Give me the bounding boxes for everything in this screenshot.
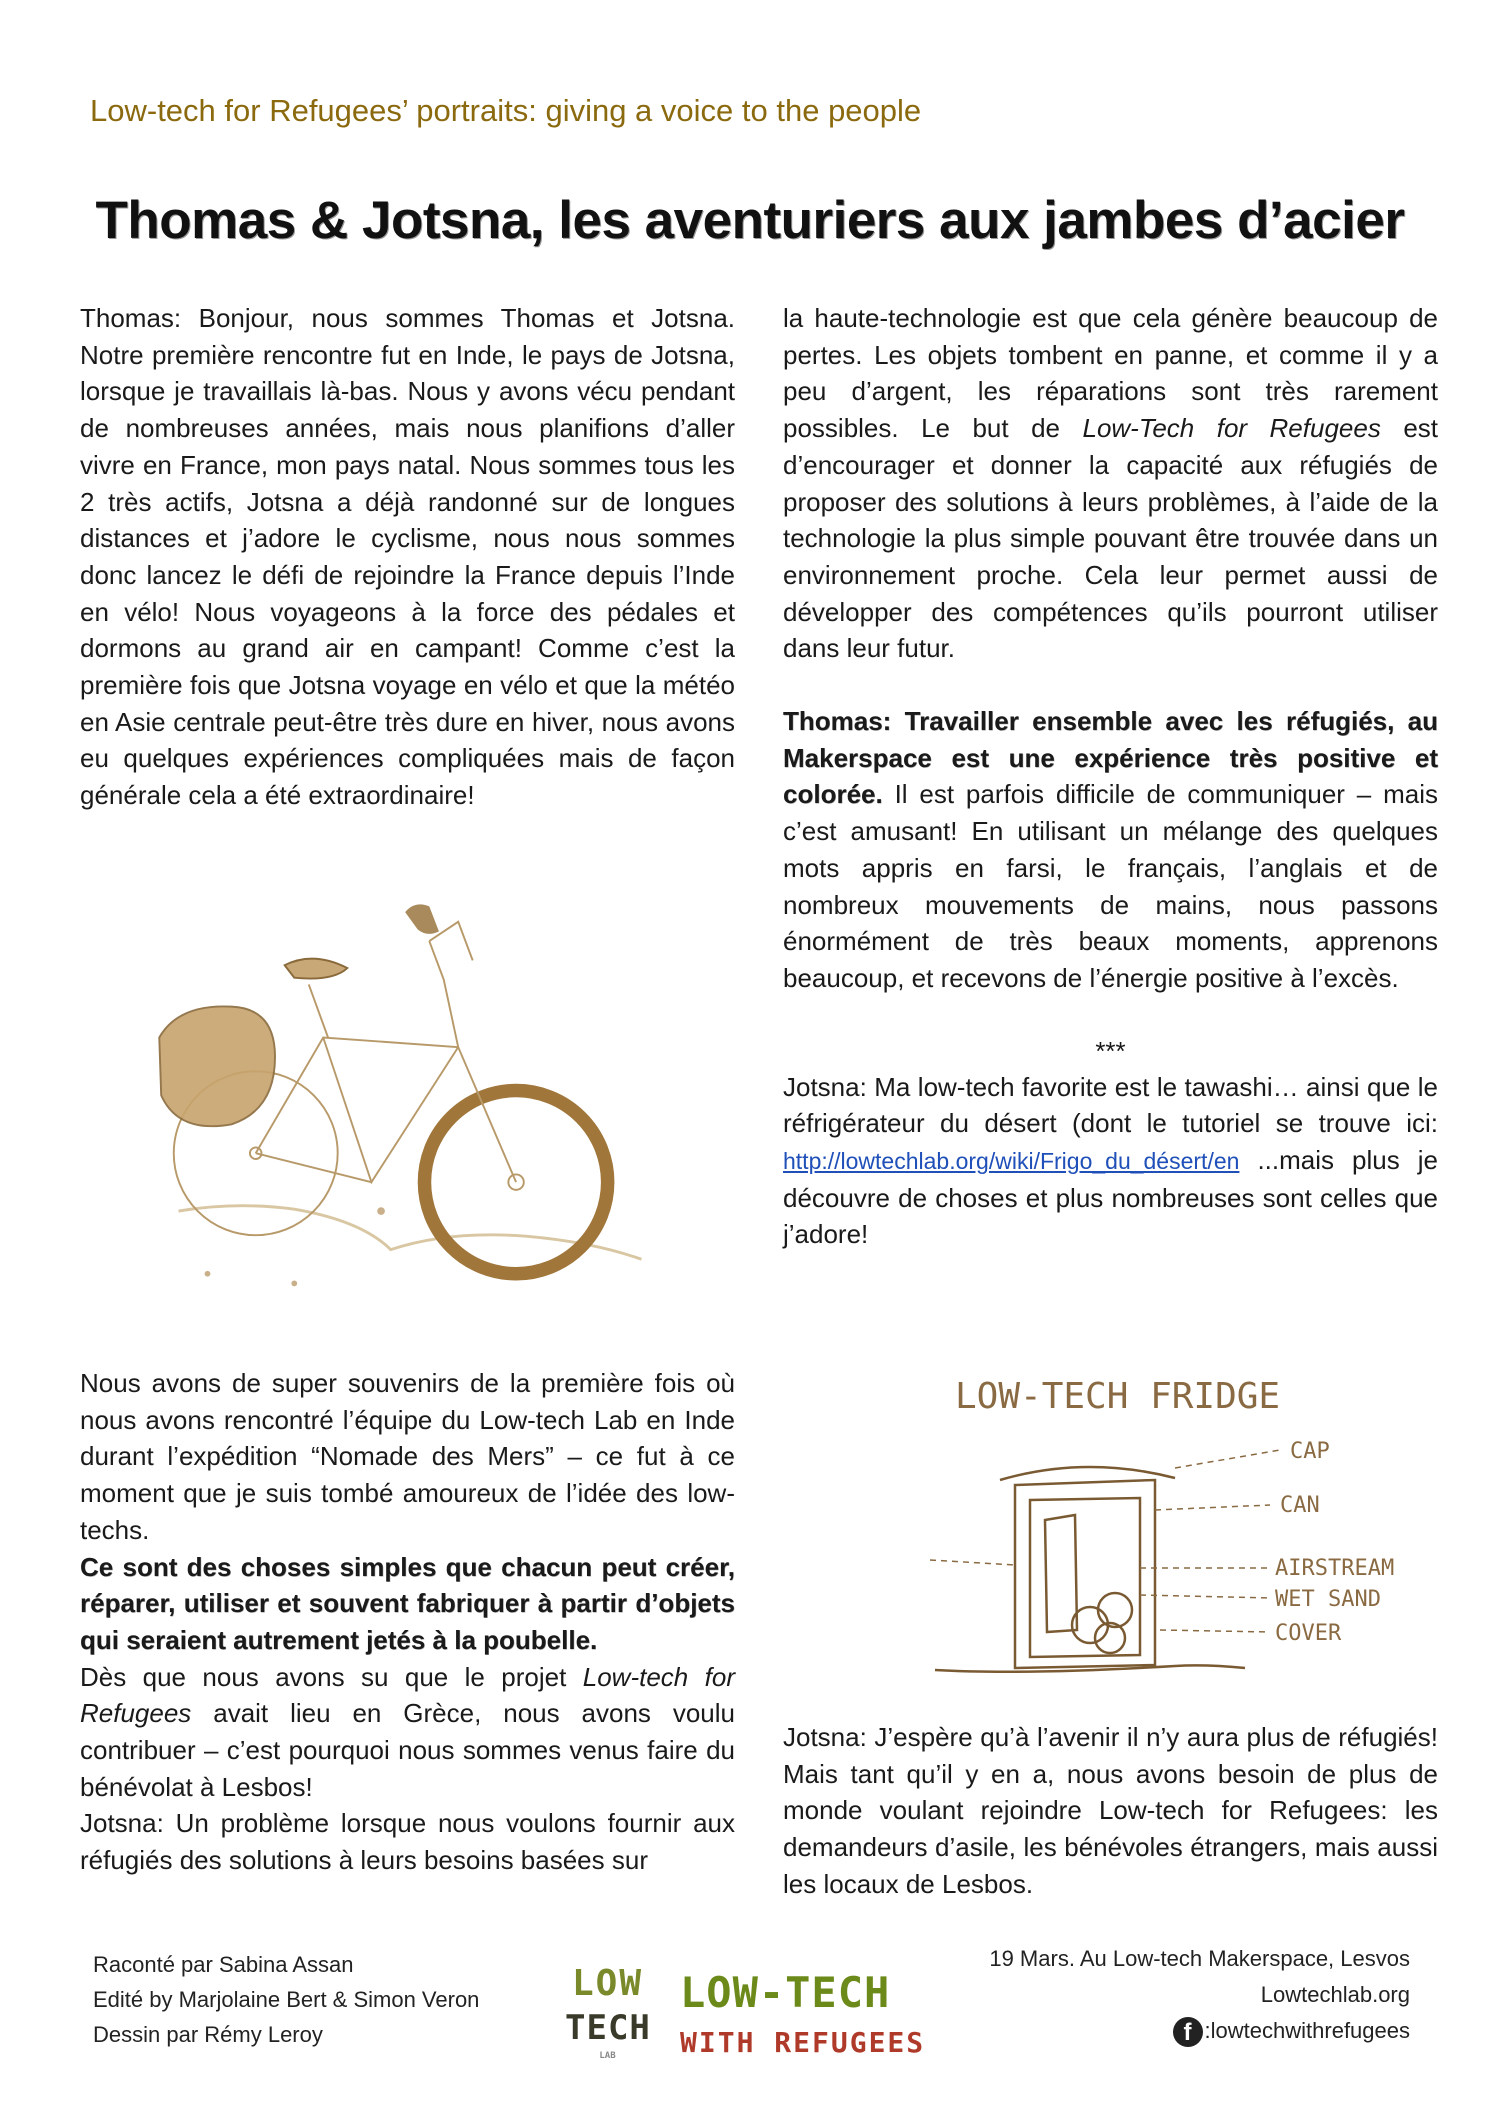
paragraph-high-tech: la haute-technologie est que cela génère beaucoup de pertes. Les objets tombent en panne, et comme il y a peu d’argent, les réparations sont très rarement possibles. Le but de Low-Tech for Refugees est d’encourager et donner la capacité aux réfugiés de proposer des solutions à leurs problèmes, à l’aide de la technologie la plus simple pouvant être trouvée dans un environnement proche. Cela leur permet aussi de développer des compétences qu’ils pourront utiliser dans leur futur. [783, 303, 1438, 664]
low-tech-with-refugees-logo: LOW-TECH WITH REFUGEES [680, 1968, 926, 2059]
credit-told-by: Raconté par Sabina Assan [93, 1952, 354, 1977]
fridge-sketch [875, 1370, 1395, 1700]
paragraph-lowtech-definition: Ce sont des choses simples que chacun peut créer, réparer, utiliser et souvent fabriquer à partir d’objets qui seraient autrement jetés à la poubelle. [80, 1551, 735, 1655]
date-place: 19 Mars. Au Low-tech Makerspace, Lesvos [989, 1946, 1410, 1971]
label-can: CAN [1280, 1493, 1320, 1518]
left-column-top [80, 300, 735, 814]
footer-info [989, 1941, 1410, 2049]
label-cover: COVER [1275, 1621, 1342, 1646]
page-title: Thomas & Jotsna, les aventuriers aux jambes d’acier [95, 191, 1405, 250]
facebook-icon: f [1173, 2017, 1203, 2047]
right-column-bottom [783, 1719, 1438, 1903]
low-tech-lab-logo: LOW TECH LAB [565, 1963, 651, 2061]
fridge-sketch-title: LOW-TECH FRIDGE [955, 1376, 1281, 1417]
paragraph-future: Jotsna: J’espère qu’à l’avenir il n’y aura plus de réfugiés! Mais tant qu’il y en a, nous avons besoin de plus de monde voulant rejoindre Low-tech for Refugees: les demandeurs d’asile, les bénévoles étrangers, mais aussi les locaux de Lesbos. [783, 1722, 1438, 1899]
paragraph-favorite: Jotsna: Ma low-tech favorite est le tawashi… ainsi que le réfrigérateur du désert (dont le tutoriel se trouve ici: http://lowtechlab.org/wiki/Frigo_du_désert/en ...mais plus je découvre de choses et plus nombreuses sont celles que j’adore! [783, 1071, 1438, 1250]
label-wet-sand: WET SAND [1275, 1587, 1381, 1612]
credit-edited-by: Edité by Marjolaine Bert & Simon Veron [93, 1987, 480, 2012]
paragraph-intro: Thomas: Bonjour, nous sommes Thomas et Jotsna. Notre première rencontre fut en Inde, le pays de Jotsna, lorsque je travaillais là-bas. Nous y avons vécu pendant de nombreuses années, mais nous planifions d’aller vivre en France, mon pays natal. Nous sommes tous les 2 très actifs, Jotsna a déjà randonné sur de longues distances et j’adore le cyclisme, nous nous sommes donc lancez le défi de rejoindre la France depuis l’Inde en vélo! Nous voyageons à la force des pédales et dormons au grand air en campant! Comme c’est la première fois que Jotsna voyage en vélo et que la météo en Asie centrale peut-être très dure en hiver, nous avons eu quelques expériences compliquées mais de façon générale cela a été extraordinaire! [80, 303, 735, 811]
section-separator: *** [1095, 1035, 1126, 1066]
paragraph-makerspace: Thomas: Travailler ensemble avec les réfugiés, au Makerspace est une expérience très positive et colorée. Il est parfois difficile de communiquer – mais c’est amusant! En utilisant un mélange des quelques mots appris en farsi, le français, l’anglais et de nombreux mouvements de mains, nous passons énormément de très beaux moments, apprenons beaucoup, et recevons de l’énergie positive à l’excès. [783, 706, 1438, 993]
credits [93, 1947, 479, 2052]
paragraph-memories: Nous avons de super souvenirs de la première fois où nous avons rencontré l’équipe du Low-tech Lab en Inde durant l’expédition “Nomade des Mers” – ce fut à ce moment que je suis tombé amoureux de l’idée des low-techs. [80, 1368, 735, 1545]
paragraph-jotsna-problem: Jotsna: Un problème lorsque nous voulons fournir aux réfugiés des solutions à leurs besoins basées sur [80, 1808, 735, 1876]
paragraph-lesbos: Dès que nous avons su que le projet Low-tech for Refugees avait lieu en Grèce, nous avons voulu contribuer – c’est pourquoi nous sommes venus faire du bénévolat à Lesbos! [80, 1661, 735, 1802]
right-column-top [783, 300, 1438, 1253]
left-column-bottom [80, 1365, 735, 1879]
tutorial-link[interactable]: http://lowtechlab.org/wiki/Frigo_du_désert/en [783, 1148, 1240, 1175]
facebook-handle[interactable]: f :lowtechwithrefugees [989, 2013, 1410, 2049]
label-airstream: AIRSTREAM [1275, 1556, 1395, 1581]
credit-drawing-by: Dessin par Rémy Leroy [93, 2022, 323, 2047]
series-title: Low-tech for Refugees’ portraits: giving a voice to the people [90, 93, 922, 128]
website-link[interactable]: Lowtechlab.org [1260, 1982, 1410, 2007]
label-cap: CAP [1290, 1439, 1330, 1464]
bicycle-illustration [140, 885, 680, 1325]
